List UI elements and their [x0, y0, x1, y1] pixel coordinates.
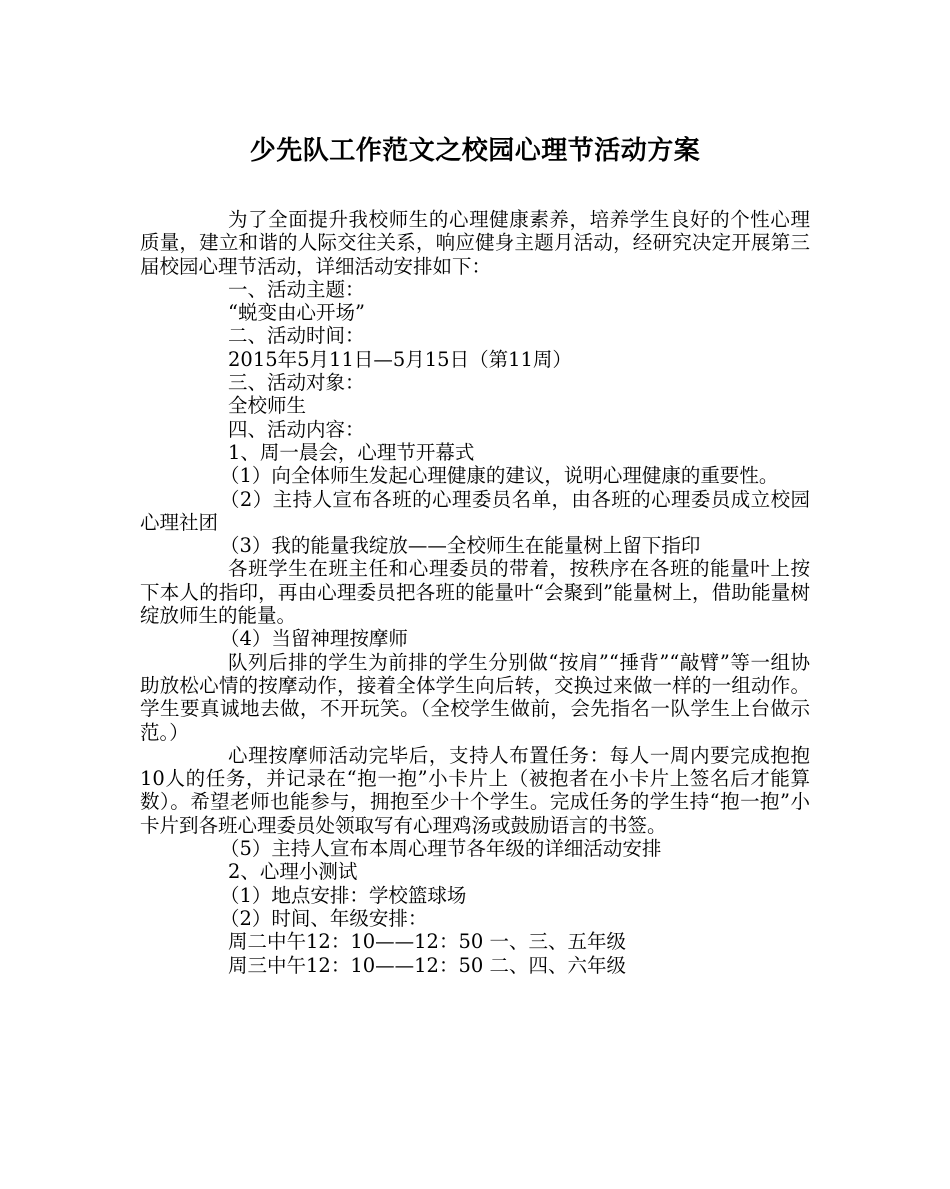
paragraph: （5）主持人宣布本周心理节各年级的详细活动安排	[220, 837, 662, 861]
paragraph: 心理按摩师活动完毕后，支持人布置任务：每人一周内要完成抱抱10人的任务，并记录在“抱一抱”小卡片上（被抱者在小卡片上签名后才能算数）。希望老师也能参与，拥抱至少十个学生。完成任务的学生持“抱一抱”小卡片到各班心理委员处领取写有心理鸡汤或鼓励语言的书签。	[140, 743, 810, 837]
paragraph: （4）当留神理按摩师	[220, 627, 408, 651]
paragraph: 一、活动主题：	[228, 277, 365, 301]
paragraph: （1）向全体师生发起心理健康的建议，说明心理健康的重要性。	[220, 464, 779, 488]
paragraph: 队列后排的学生为前排的学生分别做“按肩”“捶背”“敲臂”等一组协助放松心情的按摩动作，接着全体学生向后转，交换过来做一样的一组动作。学生要真诚地去做，不开玩笑。（全校学生做前，会先指名一队学生上台做示范。）	[140, 650, 810, 744]
paragraph: （2）时间、年级安排：	[220, 906, 428, 930]
paragraph: 全校师生	[228, 394, 307, 418]
paragraph: （1）地点安排：学校篮球场	[220, 883, 467, 907]
paragraph: 为了全面提升我校师生的心理健康素养，培养学生良好的个性心理质量，建立和谐的人际交往关系，响应健身主题月活动，经研究决定开展第三届校园心理节活动，详细活动安排如下：	[140, 208, 810, 278]
paragraph: （3）我的能量我绽放——全校师生在能量树上留下指印	[220, 534, 701, 558]
paragraph: 二、活动时间：	[228, 324, 365, 348]
paragraph: （2）主持人宣布各班的心理委员名单，由各班的心理委员成立校园心理社团	[140, 487, 810, 534]
document-title: 少先队工作范文之校园心理节活动方案	[249, 136, 701, 166]
paragraph: 1、周一晨会，心理节开幕式	[228, 440, 475, 464]
document-body	[140, 208, 810, 977]
paragraph: 2、心理小测试	[228, 860, 358, 884]
paragraph: 周二中午12：10——12：50 一、三、五年级	[228, 930, 626, 954]
paragraph: 2015年5月11日—5月15日（第11周）	[228, 347, 572, 371]
paragraph: 周三中午12：10——12：50 二、四、六年级	[228, 953, 626, 977]
paragraph: 四、活动内容：	[228, 417, 365, 441]
paragraph: 三、活动对象：	[228, 371, 365, 395]
paragraph: “蜕变由心开场”	[228, 301, 365, 325]
paragraph: 各班学生在班主任和心理委员的带着，按秩序在各班的能量叶上按下本人的指印，再由心理委员把各班的能量叶“会聚到”能量树上，借助能量树绽放师生的能量。	[140, 557, 810, 628]
